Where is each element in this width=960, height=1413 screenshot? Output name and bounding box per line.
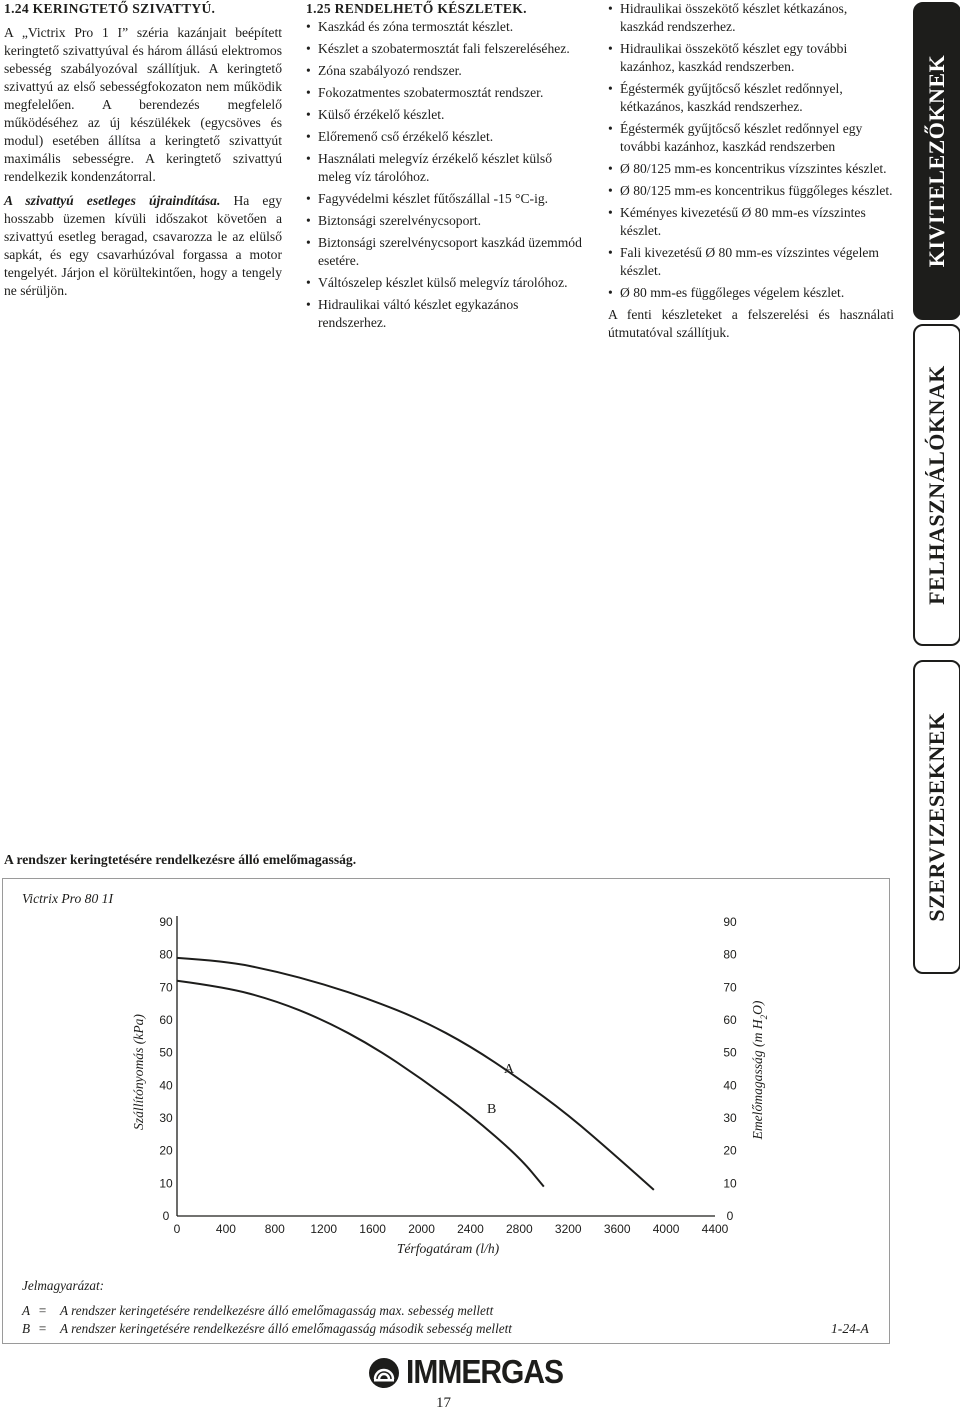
section-kits: [306, 0, 584, 336]
y-tick-label: 50: [159, 1045, 173, 1060]
x-tick-label: 800: [264, 1222, 285, 1236]
tab-installers[interactable]: [913, 2, 960, 320]
x-tick-label: 1600: [359, 1222, 386, 1236]
y2-tick-label: 20: [723, 1143, 737, 1158]
x-tick-label: 1200: [310, 1222, 338, 1236]
list-item: • Készlet a szobatermosztát fali felszereléséhez.: [306, 40, 584, 58]
immergas-logo-text: IMMERGAS: [406, 1354, 563, 1391]
tab-service[interactable]: [913, 660, 960, 974]
kits-list-1: [306, 18, 584, 332]
x-tick-label: 3600: [603, 1222, 631, 1236]
tab-service-label: SZERVIZESEKNEK: [924, 712, 949, 922]
figure-code: 1-24-A: [831, 1321, 869, 1336]
pump-paragraph-1: A „Victrix Pro 1 I” széria kazánjait beépített keringtető szivattyúval és három állású elektromos sebesség szabályozóval szállítjuk. A keringtető szivattyú az első sebességfokozaton nem működik megfelelően. A berendezés megfelelő működéséhez az új készülékek (egycsöves és modul) esetében állítsa a keringtető szivattyút maximális sebességre. A keringtető szivattyú rendelkezik kondenzátorral.: [4, 25, 282, 184]
y2-tick-label: 40: [723, 1078, 737, 1093]
tab-users[interactable]: [913, 324, 960, 646]
pump-restart-text: Ha egy hosszabb üzemen kívüli időszakot követően a szivattyú esetleg beragad, csavarozza le az elülső sapkát, és egy csavarhúzóval forgassa a motor tengelyét. Járjon el körültekintően, hogy a tengely ne sérüljön.: [4, 193, 282, 298]
y2-tick-label: 10: [723, 1176, 737, 1191]
legend-key: B: [22, 1321, 31, 1336]
list-item: • Előremenő cső érzékelő készlet.: [306, 128, 584, 146]
list-item: • Hidraulikai összekötő készlet egy további kazánhoz, kaszkád rendszerben.: [608, 40, 894, 76]
x-axis-label: Térfogatáram (l/h): [396, 1241, 500, 1256]
list-item: • Fagyvédelmi készlet fűtőszállal -15 °C-ig.: [306, 190, 584, 208]
series-label-a: A: [504, 1062, 515, 1077]
x-tick-label: 4000: [652, 1222, 680, 1236]
y2-tick-label: 70: [723, 980, 737, 995]
y2-tick-label: 30: [723, 1111, 737, 1125]
y-tick-label: 10: [159, 1176, 173, 1191]
legend-text: A rendszer keringetésére rendelkezésre álló emelőmagasság max. sebesség mellett: [60, 1303, 494, 1318]
y2-axis-label: Emelőmagasság (m $H_2O$): [750, 1000, 769, 1140]
list-item: • Hidraulikai összekötő készlet kétkazános, kaszkád rendszerhez.: [608, 0, 894, 36]
list-item: • Hidraulikai váltó készlet egykazános rendszerhez.: [306, 296, 584, 332]
list-item: • Égéstermék gyűjtőcső készlet redőnnyel egy további kazánhoz, kaszkád rendszerben: [608, 120, 894, 156]
y-tick-label: 90: [159, 915, 173, 929]
list-item: • Fali kivezetésű Ø 80 mm-es vízszintes végelem készlet.: [608, 244, 894, 280]
chart-title: A rendszer keringtetésére rendelkezésre álló emelőmagasság.: [4, 852, 357, 867]
y2-tick-label: 80: [723, 947, 737, 962]
x-tick-label: 4400: [701, 1222, 729, 1236]
y-axis-label: Szállítónyomás (kPa): [131, 1014, 146, 1130]
x-tick-label: 2000: [408, 1222, 435, 1236]
list-item: • Égéstermék gyűjtőcső készlet redőnnyel, kétkazános, kaszkád rendszerhez.: [608, 80, 894, 116]
x-tick-label: 0: [173, 1222, 181, 1236]
x-tick-label: 2800: [506, 1222, 533, 1236]
legend-equals: =: [38, 1303, 47, 1318]
list-item: • Kaszkád és zóna termosztát készlet.: [306, 18, 584, 36]
list-item: • Ø 80/125 mm-es koncentrikus vízszintes készlet.: [608, 160, 894, 178]
list-item: • Ø 80 mm-es függőleges végelem készlet.: [608, 284, 894, 302]
list-item: • Ø 80/125 mm-es koncentrikus függőleges készlet.: [608, 182, 894, 200]
y-tick-label: 70: [159, 980, 173, 995]
list-item: • Kéményes kivezetésű Ø 80 mm-es vízszintes készlet.: [608, 204, 894, 240]
list-item: • Váltószelep készlet külső melegvíz tárolóhoz.: [306, 274, 584, 292]
list-item: • Fokozatmentes szobatermosztát rendszer.: [306, 84, 584, 102]
y-tick-label: 30: [159, 1111, 173, 1125]
chart-legend: [22, 1277, 512, 1338]
x-tick-label: 400: [215, 1222, 236, 1236]
y2-tick-label: 60: [723, 1013, 737, 1027]
tab-users-label: FELHASZNÁLÓKNAK: [924, 365, 949, 605]
list-item: • Biztonsági szerelvénycsoport.: [306, 212, 584, 230]
legend-key: A: [22, 1303, 31, 1318]
y-tick-label: 20: [159, 1143, 173, 1158]
chart-frame: [2, 878, 890, 1344]
immergas-logo-icon: [368, 1357, 400, 1389]
y-tick-label: 60: [159, 1013, 173, 1027]
section-124-heading: 1.24 KERINGTETŐ SZIVATTYÚ.: [4, 1, 216, 16]
y2-tick-label: 90: [723, 915, 737, 929]
x-tick-label: 2400: [457, 1222, 484, 1236]
list-item: • Zóna szabályozó rendszer.: [306, 62, 584, 80]
pump-paragraph-2: [4, 192, 282, 300]
x-tick-label: 3200: [554, 1222, 582, 1236]
section-pump: [4, 0, 282, 306]
list-item: • Biztonsági szerelvénycsoport kaszkád üzemmód esetére.: [306, 234, 584, 270]
y-tick-label: 80: [159, 947, 173, 962]
list-item: • Külső érzékelő készlet.: [306, 106, 584, 124]
kits-list-2: [608, 0, 894, 302]
legend-row-a: [22, 1302, 512, 1320]
legend-row-b: [22, 1320, 512, 1338]
page-number: 17: [436, 1395, 451, 1411]
immergas-logo: [368, 1355, 563, 1391]
series-label-b: B: [487, 1102, 497, 1117]
kits-footer-note: A fenti készleteket a felszerelési és használati útmutatóval szállítjuk.: [608, 307, 894, 340]
list-item: • Használati melegvíz érzékelő készlet külső meleg víz tárolóhoz.: [306, 150, 584, 186]
legend-title: Jelmagyarázat:: [22, 1278, 105, 1293]
section-125-heading: 1.25 RENDELHETŐ KÉSZLETEK.: [306, 1, 527, 16]
section-kits-continued: [608, 0, 894, 348]
pump-restart-subheading: A szivattyú esetleges újraindítása.: [4, 193, 221, 208]
y2-tick-label: 0: [726, 1209, 734, 1223]
chart-model-label: Victrix Pro 80 1I: [22, 891, 113, 906]
legend-equals: =: [38, 1321, 47, 1336]
y-tick-label: 0: [162, 1209, 170, 1223]
tab-installers-label: KIVITELEZŐKNEK: [924, 54, 949, 268]
legend-text: A rendszer keringetésére rendelkezésre álló emelőmagasság második sebesség mellett: [60, 1321, 512, 1336]
y2-tick-label: 50: [723, 1045, 737, 1060]
y-tick-label: 40: [159, 1078, 173, 1093]
